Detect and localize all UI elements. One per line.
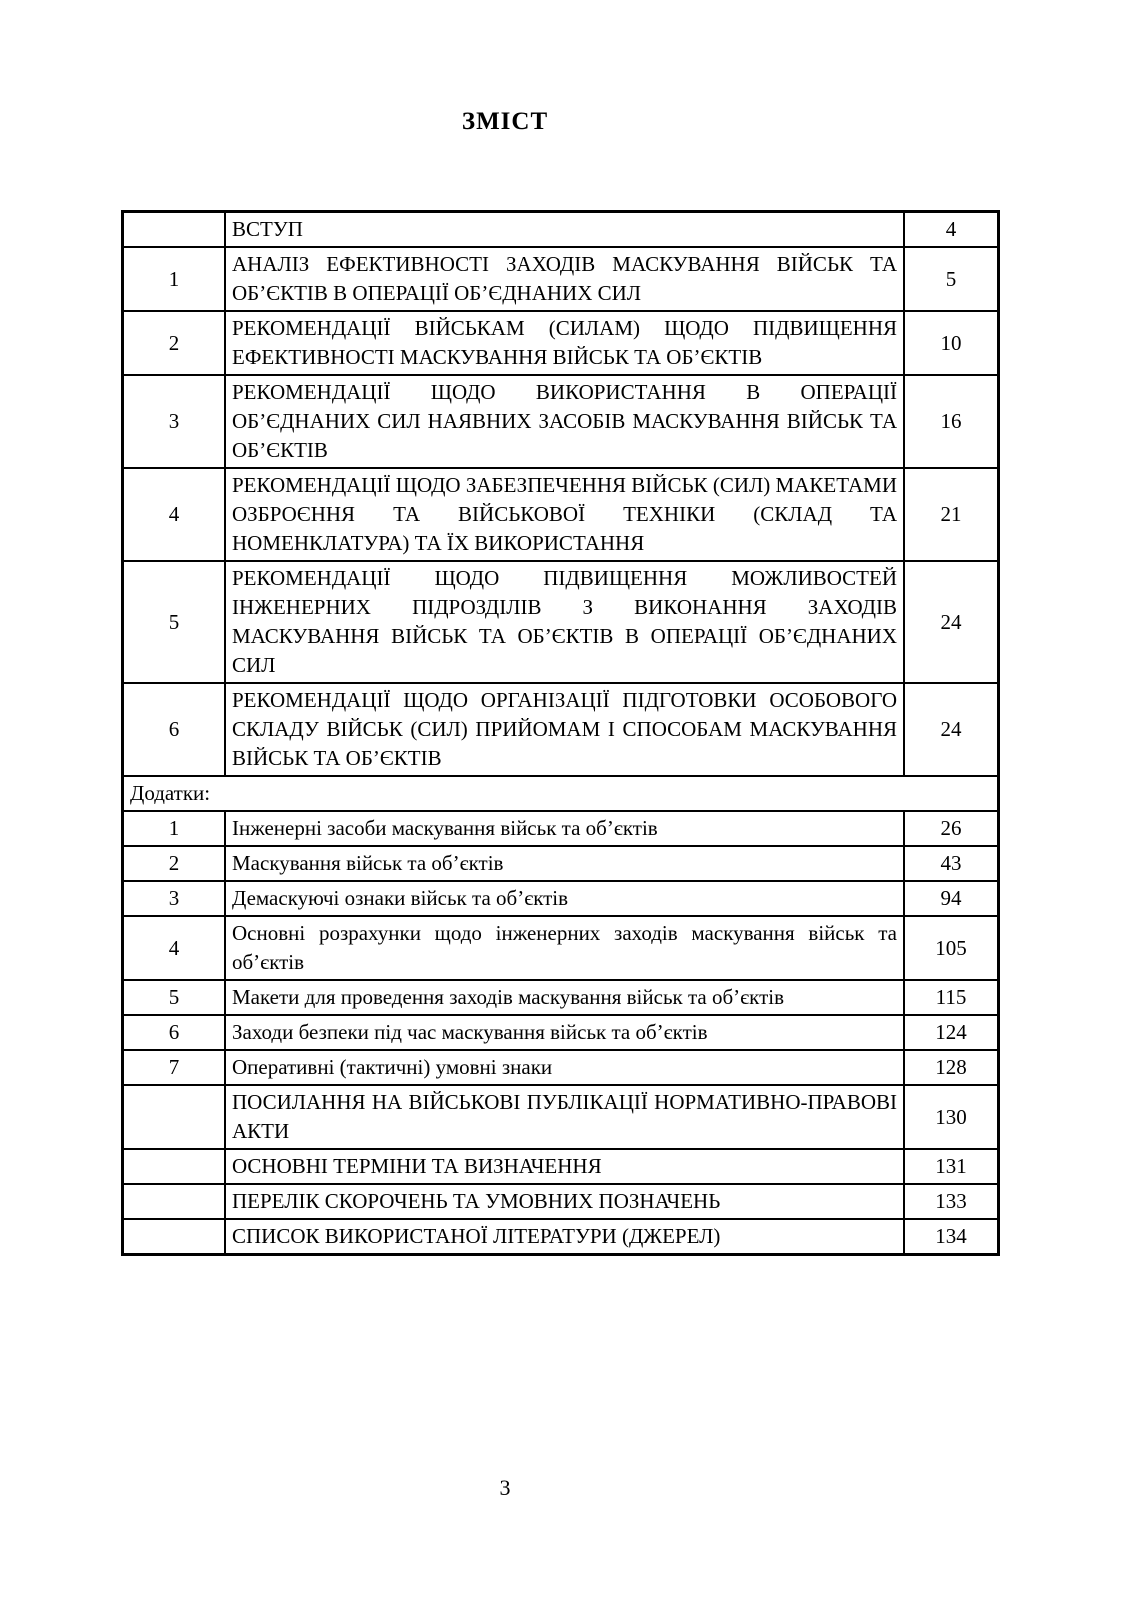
table-row [123, 1219, 999, 1255]
table-row [123, 247, 999, 311]
appendix-page: 124 [904, 1015, 999, 1050]
appendix-number: 6 [123, 1015, 226, 1050]
footer-page-number: 3 [499, 1475, 511, 1500]
backmatter-title: ПЕРЕЛІК СКОРОЧЕНЬ ТА УМОВНИХ ПОЗНАЧЕНЬ [225, 1184, 904, 1219]
appendix-title: Заходи безпеки під час маскування військ та об’єктів [225, 1015, 904, 1050]
backmatter-number [123, 1085, 226, 1149]
chapter-page: 16 [904, 375, 999, 468]
table-of-contents [121, 210, 1000, 1256]
table-row [123, 212, 999, 248]
chapter-number [123, 212, 226, 248]
appendix-number: 2 [123, 846, 226, 881]
appendix-page: 128 [904, 1050, 999, 1085]
chapter-number: 6 [123, 683, 226, 776]
table-row [123, 916, 999, 980]
table-row [123, 683, 999, 776]
table-row [123, 1149, 999, 1184]
appendix-title: Інженерні засоби маскування військ та об’єктів [225, 811, 904, 846]
chapter-page: 21 [904, 468, 999, 561]
table-row [123, 846, 999, 881]
appendix-number: 3 [123, 881, 226, 916]
backmatter-page: 134 [904, 1219, 999, 1255]
table-row [123, 1050, 999, 1085]
backmatter-title: СПИСОК ВИКОРИСТАНОЇ ЛІТЕРАТУРИ (ДЖЕРЕЛ) [225, 1219, 904, 1255]
chapter-number: 5 [123, 561, 226, 683]
chapter-title: РЕКОМЕНДАЦІЇ ЩОДО ОРГАНІЗАЦІЇ ПІДГОТОВКИ ОСОБОВОГО СКЛАДУ ВІЙСЬК (СИЛ) ПРИЙОМАМ І СПОСОБАМ МАСКУВАННЯ ВІЙСЬК ТА ОБ’ЄКТІВ [225, 683, 904, 776]
appendix-number: 1 [123, 811, 226, 846]
appendix-page: 94 [904, 881, 999, 916]
table-row [123, 1015, 999, 1050]
chapter-title: РЕКОМЕНДАЦІЇ ВІЙСЬКАМ (СИЛАМ) ЩОДО ПІДВИЩЕННЯ ЕФЕКТИВНОСТІ МАСКУВАННЯ ВІЙСЬК ТА ОБ’ЄКТІВ [225, 311, 904, 375]
backmatter-page: 133 [904, 1184, 999, 1219]
chapter-number: 4 [123, 468, 226, 561]
appendix-header-row [123, 776, 999, 811]
appendix-page: 105 [904, 916, 999, 980]
table-row [123, 980, 999, 1015]
chapter-title: ВСТУП [225, 212, 904, 248]
table-row [123, 1085, 999, 1149]
backmatter-number [123, 1219, 226, 1255]
appendix-section-label: Додатки: [123, 776, 999, 811]
chapter-page: 5 [904, 247, 999, 311]
table-row [123, 468, 999, 561]
appendix-title: Макети для проведення заходів маскування військ та об’єктів [225, 980, 904, 1015]
chapter-page: 10 [904, 311, 999, 375]
table-row [123, 311, 999, 375]
appendix-page: 43 [904, 846, 999, 881]
table-row [123, 1184, 999, 1219]
chapter-title: АНАЛІЗ ЕФЕКТИВНОСТІ ЗАХОДІВ МАСКУВАННЯ ВІЙСЬК ТА ОБ’ЄКТІВ В ОПЕРАЦІЇ ОБ’ЄДНАНИХ СИЛ [225, 247, 904, 311]
backmatter-number [123, 1184, 226, 1219]
chapter-title: РЕКОМЕНДАЦІЇ ЩОДО ЗАБЕЗПЕЧЕННЯ ВІЙСЬК (СИЛ) МАКЕТАМИ ОЗБРОЄННЯ ТА ВІЙСЬКОВОЇ ТЕХНІКИ (СКЛАД ТА НОМЕНКЛАТУРА) ТА ЇХ ВИКОРИСТАННЯ [225, 468, 904, 561]
backmatter-title: ПОСИЛАННЯ НА ВІЙСЬКОВІ ПУБЛІКАЦІЇ НОРМАТИВНО-ПРАВОВІ АКТИ [225, 1085, 904, 1149]
appendix-title: Оперативні (тактичні) умовні знаки [225, 1050, 904, 1085]
table-row [123, 375, 999, 468]
chapter-number: 1 [123, 247, 226, 311]
appendix-number: 7 [123, 1050, 226, 1085]
chapter-page: 4 [904, 212, 999, 248]
chapter-number: 2 [123, 311, 226, 375]
appendix-number: 5 [123, 980, 226, 1015]
appendix-title: Основні розрахунки щодо інженерних заходів маскування військ та об’єктів [225, 916, 904, 980]
appendix-title: Демаскуючі ознаки військ та об’єктів [225, 881, 904, 916]
chapter-title: РЕКОМЕНДАЦІЇ ЩОДО ПІДВИЩЕННЯ МОЖЛИВОСТЕЙ ІНЖЕНЕРНИХ ПІДРОЗДІЛІВ З ВИКОНАННЯ ЗАХОДІВ МАСКУВАННЯ ВІЙСЬК ТА ОБ’ЄКТІВ В ОПЕРАЦІЇ ОБ’ЄДНАНИХ СИЛ [225, 561, 904, 683]
page-title: ЗМІСТ [461, 108, 549, 135]
backmatter-number [123, 1149, 226, 1184]
table-row [123, 881, 999, 916]
table-row [123, 561, 999, 683]
appendix-title: Маскування військ та об’єктів [225, 846, 904, 881]
chapter-page: 24 [904, 683, 999, 776]
appendix-page: 115 [904, 980, 999, 1015]
backmatter-page: 131 [904, 1149, 999, 1184]
appendix-page: 26 [904, 811, 999, 846]
appendix-number: 4 [123, 916, 226, 980]
backmatter-page: 130 [904, 1085, 999, 1149]
chapter-page: 24 [904, 561, 999, 683]
table-row [123, 811, 999, 846]
chapter-number: 3 [123, 375, 226, 468]
chapter-title: РЕКОМЕНДАЦІЇ ЩОДО ВИКОРИСТАННЯ В ОПЕРАЦІЇ ОБ’ЄДНАНИХ СИЛ НАЯВНИХ ЗАСОБІВ МАСКУВАННЯ ВІЙСЬК ТА ОБ’ЄКТІВ [225, 375, 904, 468]
backmatter-title: ОСНОВНІ ТЕРМІНИ ТА ВИЗНАЧЕННЯ [225, 1149, 904, 1184]
